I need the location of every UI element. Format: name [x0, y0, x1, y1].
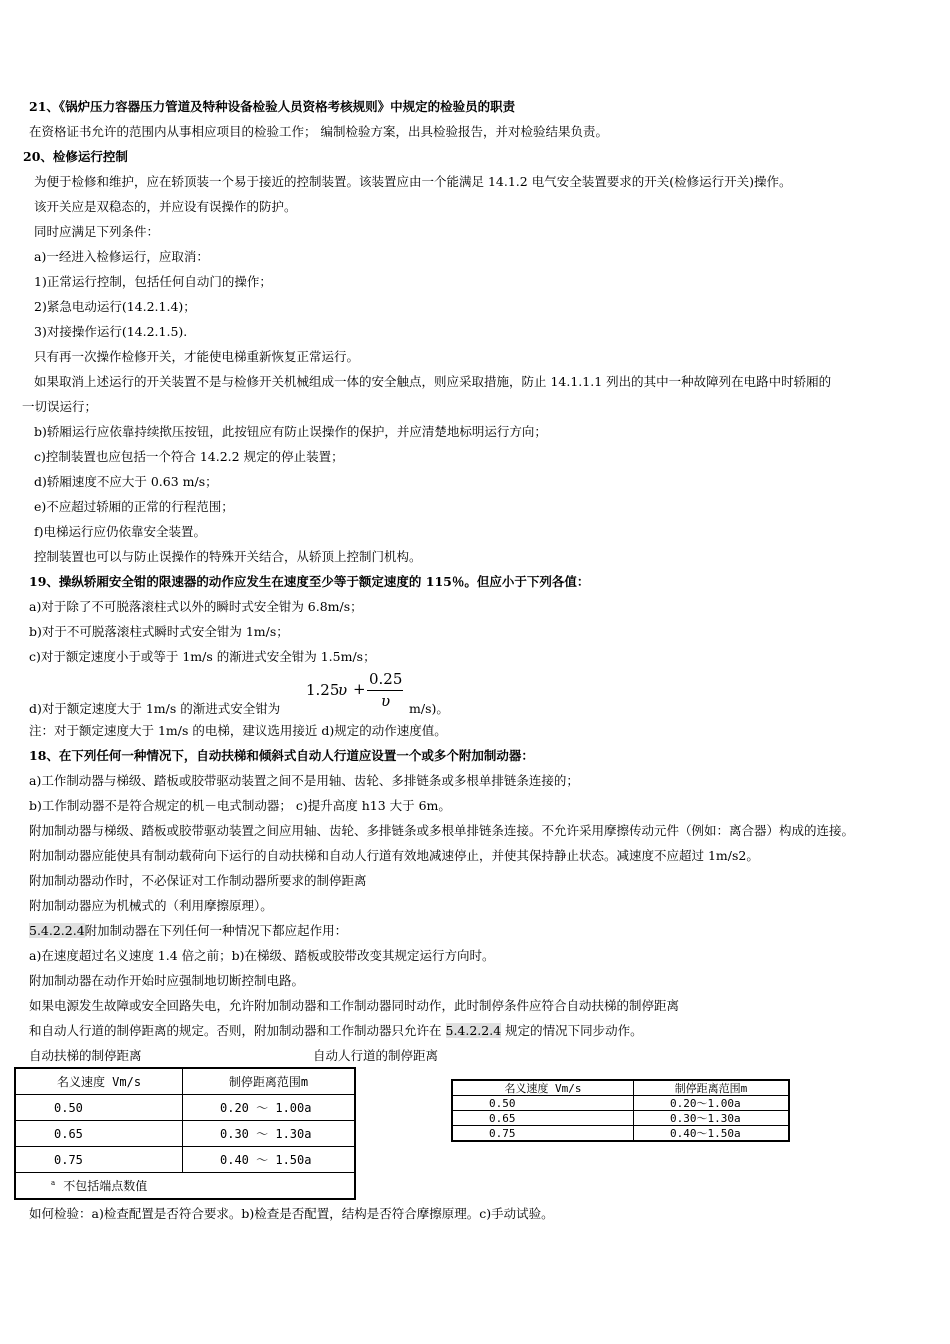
note-text: 不包括端点数值 — [63, 1179, 148, 1193]
heading-20: 20、检修运行控制 — [23, 149, 128, 164]
clause-text: 规定的情况下同步动作。 — [505, 1023, 643, 1038]
speed-cell: 0.65 — [15, 1121, 183, 1147]
distance-cell: 0.30～1.30a — [634, 1111, 790, 1126]
speed-cell: 0.75 — [452, 1126, 634, 1142]
paragraph — [29, 1022, 643, 1040]
formula-denominator: υ — [381, 692, 391, 710]
table-note-row — [15, 1173, 355, 1200]
paragraph: 附加制动器动作时，不必保证对工作制动器所要求的制停距离 — [29, 873, 367, 888]
list-item: f)电梯运行应仍依靠安全装置。 — [34, 524, 207, 539]
table-row — [452, 1126, 789, 1142]
escalator-stopping-table — [14, 1067, 356, 1200]
list-item: 1)正常运行控制，包括任何自动门的操作； — [34, 274, 272, 289]
paragraph: 同时应满足下列条件： — [34, 224, 160, 239]
heading-21: 21、《锅炉压力容器压力管道及特种设备检验人员资格考核规则》中规定的检验员的职责 — [29, 99, 516, 114]
paragraph: 控制装置也可以与防止误操作的特殊开关结合，从轿顶上控制门机构。 — [34, 549, 422, 564]
list-item: a)一经进入检修运行，应取消： — [34, 249, 209, 264]
header-cell: 名义速度 Vm/s — [452, 1080, 634, 1096]
paragraph: 附加制动器在动作开始时应强制地切断控制电路。 — [29, 973, 305, 988]
walkway-stopping-table — [451, 1079, 790, 1142]
fraction-bar — [367, 690, 403, 691]
list-item: b)工作制动器不是符合规定的机－电式制动器； c)提升高度 h13 大于 6m。 — [29, 798, 451, 813]
list-item: a)对于除了不可脱落滚柱式以外的瞬时式安全钳为 6.8m/s； — [29, 599, 363, 614]
speed-cell: 0.50 — [15, 1095, 183, 1121]
list-item: b)对于不可脱落滚柱式瞬时式安全钳为 1m/s； — [29, 624, 289, 639]
formula-plus: + — [353, 680, 366, 698]
note-mark: a — [51, 1179, 56, 1187]
paragraph: 该开关应是双稳态的，并应设有误操作的防护。 — [34, 199, 297, 214]
distance-cell: 0.30 ～ 1.30a — [183, 1121, 356, 1147]
list-item: c)对于额定速度小于或等于 1m/s 的渐进式安全钳为 1.5m/s； — [29, 649, 376, 664]
paragraph: 附加制动器应为机械式的（利用摩擦原理）。 — [29, 898, 273, 913]
table-row — [15, 1095, 355, 1121]
formula-variable: υ — [338, 681, 348, 699]
paragraph: 一切误运行； — [22, 399, 98, 414]
header-cell: 制停距离范围m — [634, 1080, 790, 1096]
distance-cell: 0.20 ～ 1.00a — [183, 1095, 356, 1121]
table-caption-escalator: 自动扶梯的制停距离 — [29, 1048, 142, 1063]
speed-cell: 0.75 — [15, 1147, 183, 1173]
list-item: a)工作制动器与梯级、踏板或胶带驱动装置之间不是用轴、齿轮、多排链条或多根单排链条连接的； — [29, 773, 579, 788]
paragraph: 附加制动器与梯级、踏板或胶带驱动装置之间应用轴、齿轮、多排链条或多根单排链条连接。不允许采用摩擦传动元件（例如：离合器）构成的连接。 — [29, 823, 855, 838]
paragraph: 为便于检修和维护，应在轿顶装一个易于接近的控制装置。该装置应由一个能满足 14.1.2 电气安全装置要求的开关(检修运行开关)操作。 — [34, 174, 792, 189]
table-header-row — [15, 1068, 355, 1095]
header-cell: 名义速度 Vm/s — [15, 1068, 183, 1095]
heading-18: 18、在下列任何一种情况下，自动扶梯和倾斜式自动人行道应设置一个或多个附加制动器： — [29, 748, 534, 763]
header-cell: 制停距离范围m — [183, 1068, 356, 1095]
formula-coefficient: 1.25 — [306, 681, 340, 699]
distance-cell: 0.40～1.50a — [634, 1126, 790, 1142]
table-note — [15, 1173, 355, 1200]
paragraph: 如果电源发生故障或安全回路失电，允许附加制动器和工作制动器同时动作，此时制停条件应符合自动扶梯的制停距离 — [29, 998, 680, 1013]
list-item: e)不应超过轿厢的正常的行程范围； — [34, 499, 234, 514]
speed-cell: 0.65 — [452, 1111, 634, 1126]
clause-text: 附加制动器在下列任何一种情况下都应起作用： — [84, 923, 348, 938]
list-item: 2)紧急电动运行(14.2.1.4)； — [34, 299, 196, 314]
clause-reference: 5.4.2.2.4 — [29, 923, 85, 938]
clause-reference: 5.4.2.2.4 — [445, 1023, 502, 1038]
list-item: a)在速度超过名义速度 1.4 倍之前；b)在梯级、踏板或胶带改变其规定运行方向时。 — [29, 948, 495, 963]
heading-19: 19、操纵轿厢安全钳的限速器的动作应发生在速度至少等于额定速度的 115％。但应小于下列各值： — [29, 574, 590, 589]
list-item: b)轿厢运行应依靠持续揿压按钮，此按钮应有防止误操作的保护，并应清楚地标明运行方向； — [34, 424, 547, 439]
paragraph: 在资格证书允许的范围内从事相应项目的检验工作； 编制检验方案，出具检验报告，并对检验结果负责。 — [29, 124, 608, 139]
table-row — [452, 1111, 789, 1126]
paragraph: 如果取消上述运行的开关装置不是与检修开关机械组成一体的安全触点，则应采取措施，防止 14.1.1.1 列出的其中一种故障列在电路中时轿厢的 — [34, 374, 832, 389]
clause-text: 和自动人行道的制停距离的规定。否则，附加制动器和工作制动器只允许在 — [29, 1023, 442, 1038]
paragraph: 附加制动器应能使具有制动载荷向下运行的自动扶梯和自动人行道有效地减速停止，并使其保持静止状态。减速度不应超过 1m/s2。 — [29, 848, 759, 863]
list-item: c)控制装置也应包括一个符合 14.2.2 规定的停止装置； — [34, 449, 344, 464]
table-caption-walkway: 自动人行道的制停距离 — [313, 1048, 439, 1063]
speed-formula — [303, 672, 413, 712]
note: 注：对于额定速度大于 1m/s 的电梯，建议选用接近 d)规定的动作速度值。 — [29, 723, 447, 738]
speed-cell: 0.50 — [452, 1096, 634, 1111]
paragraph: 只有再一次操作检修开关，才能使电梯重新恢复正常运行。 — [34, 349, 360, 364]
table-row — [15, 1121, 355, 1147]
table-row — [452, 1096, 789, 1111]
list-item: d)对于额定速度大于 1m/s 的渐进式安全钳为 — [29, 701, 281, 716]
paragraph: 如何检验：a)检查配置是否符合要求。b)检查是否配置，结构是否符合摩擦原理。c)手动试验。 — [29, 1206, 554, 1221]
formula-numerator: 0.25 — [369, 670, 403, 688]
paragraph — [29, 922, 347, 940]
list-item: 3)对接操作运行(14.2.1.5). — [34, 324, 188, 339]
distance-cell: 0.40 ～ 1.50a — [183, 1147, 356, 1173]
table-header-row — [452, 1080, 789, 1096]
list-item: d)轿厢速度不应大于 0.63 m/s； — [34, 474, 218, 489]
table-row — [15, 1147, 355, 1173]
distance-cell: 0.20～1.00a — [634, 1096, 790, 1111]
unit-text: m/s)。 — [409, 701, 449, 716]
